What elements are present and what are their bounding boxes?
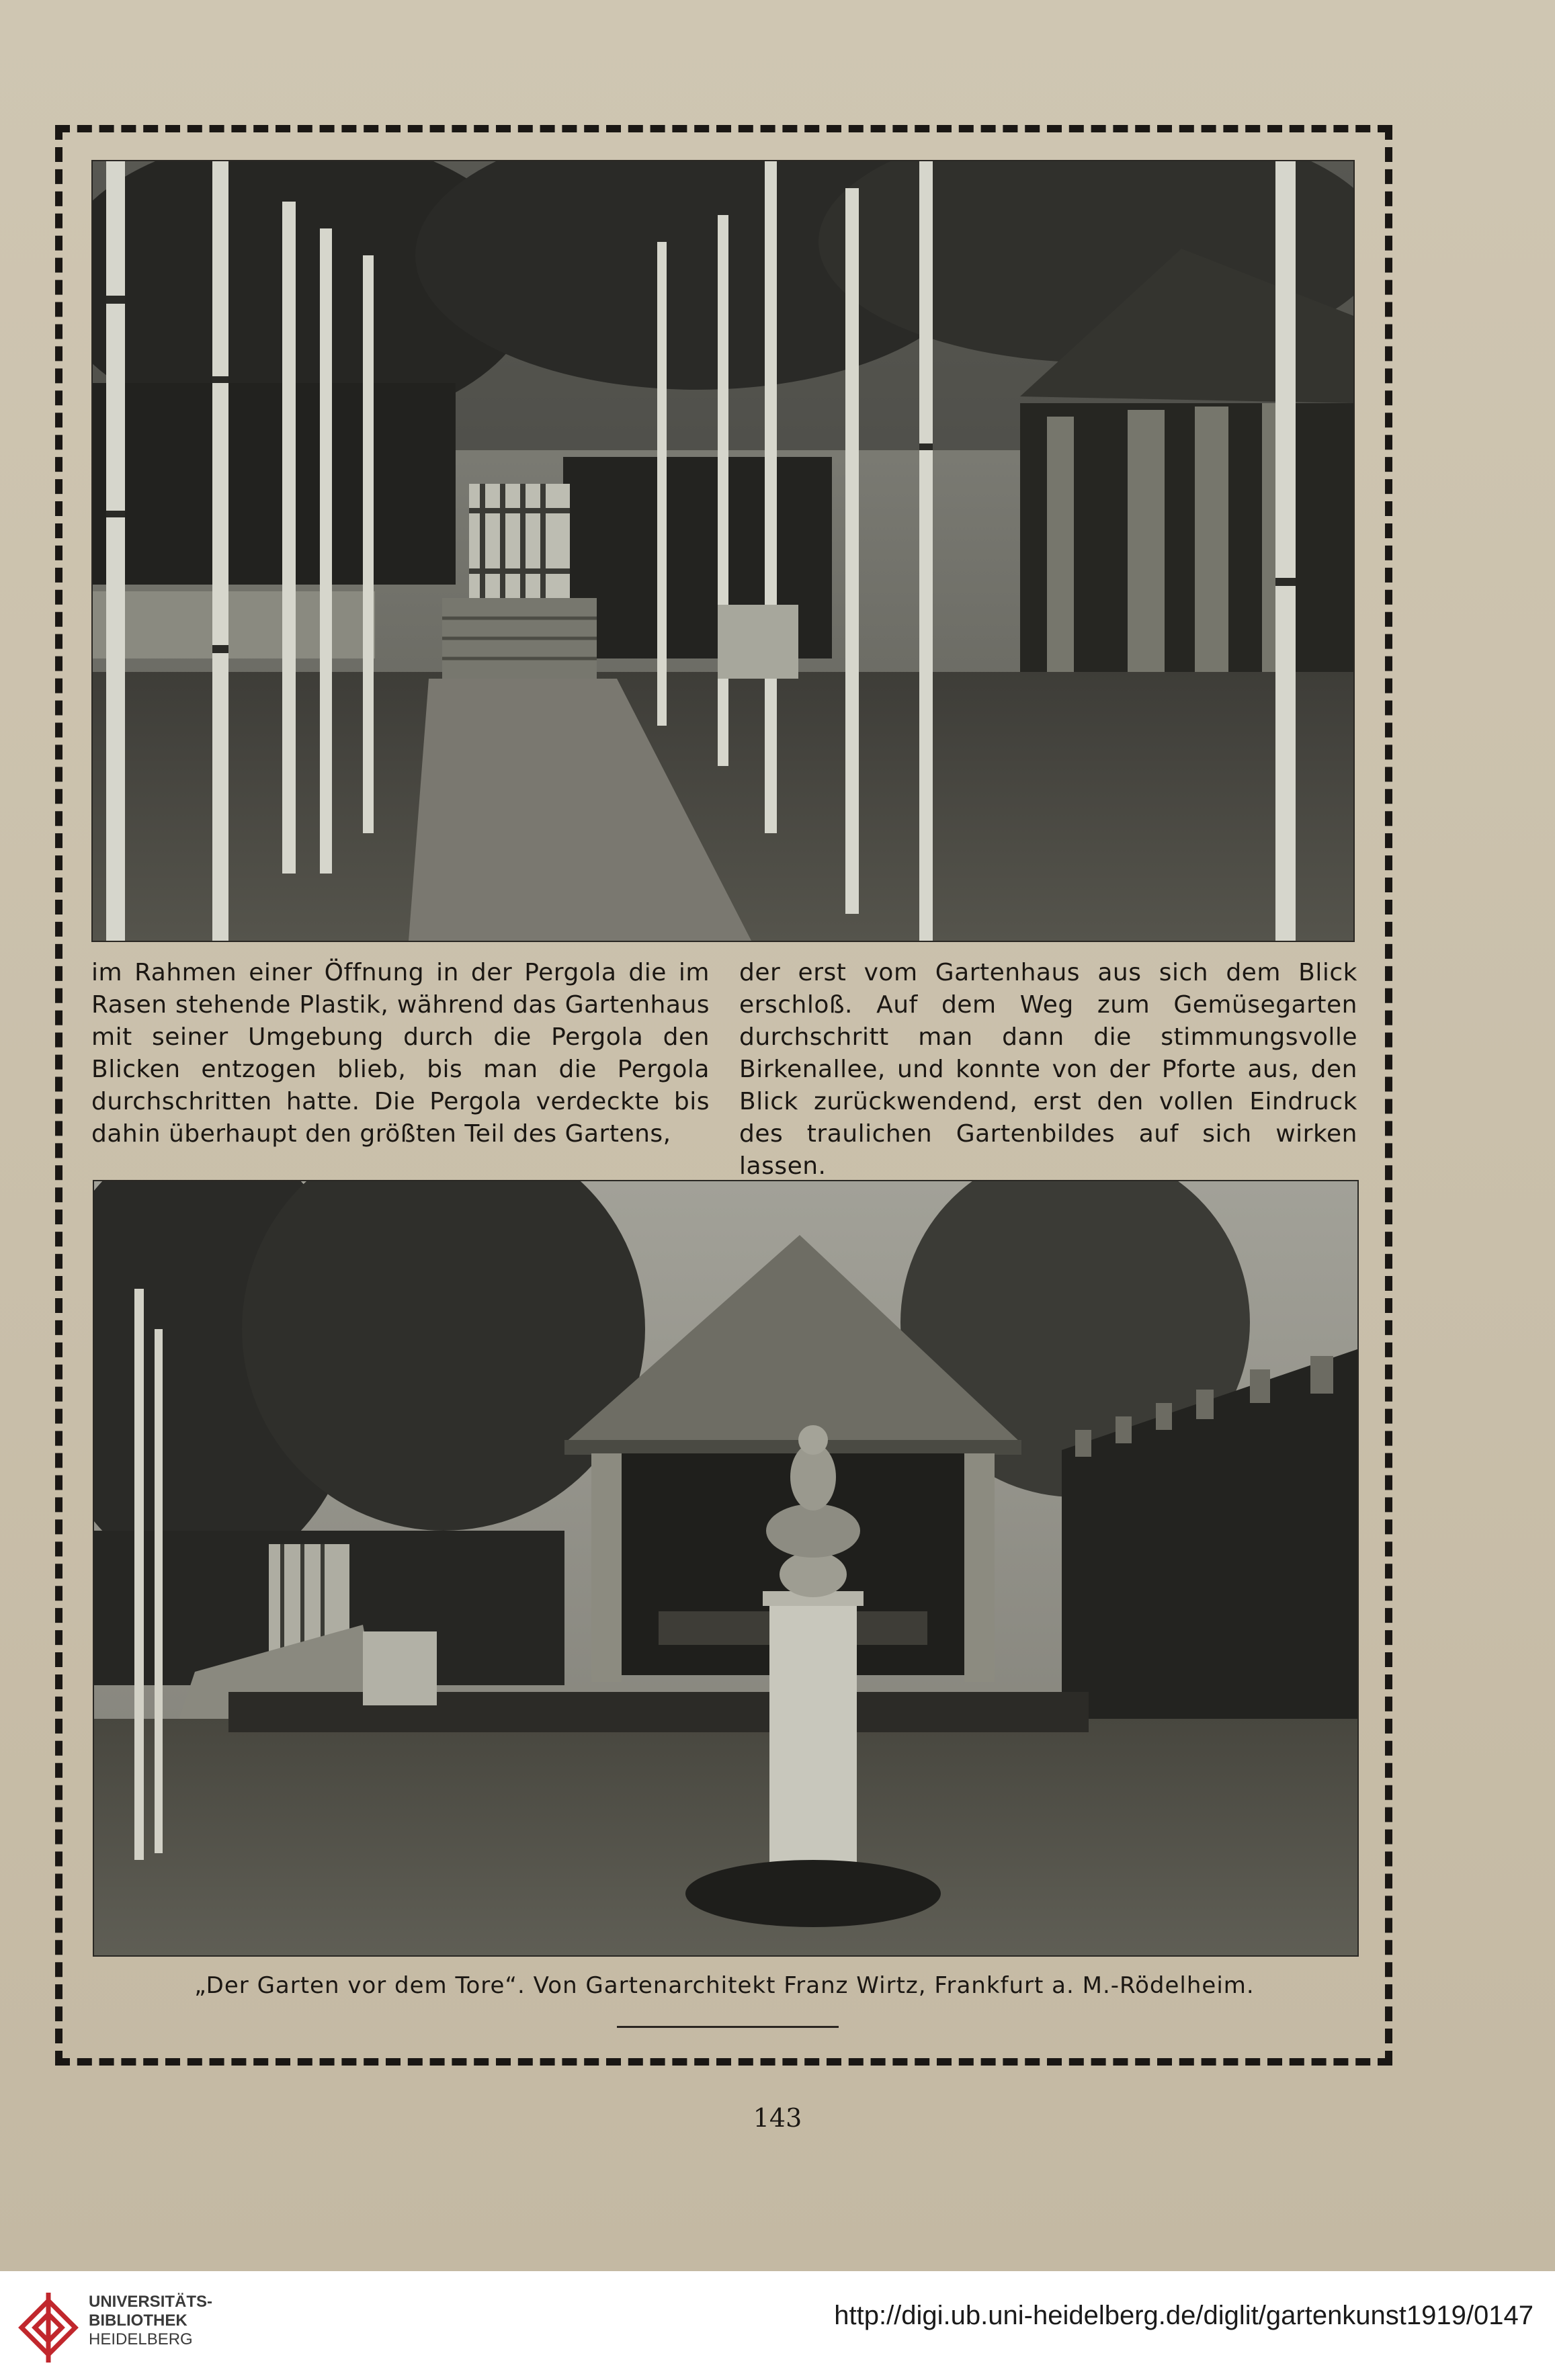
library-name-line1: UNIVERSITÄTS- <box>89 2293 213 2311</box>
text-column-right: der erst vom Gartenhaus aus sich dem Blick erschloß. Auf dem Weg zum Gemüsegarten durchschritt man dann die stimmungsvolle Birkenallee, und konnte von der Pforte aus, den Blick zurückwendend, erst den vollen Eindruck des traulichen Gartenbildes auf sich wirken lassen. <box>739 959 1357 1180</box>
source-url-link[interactable]: http://digi.ub.uni-heidelberg.de/diglit/gartenkunst1919/0147 <box>834 2301 1533 2330</box>
photo-garden-pavilion <box>94 1181 1357 1955</box>
library-footer <box>0 2271 1555 2380</box>
library-name <box>89 2293 212 2349</box>
photo-birch-allee <box>93 161 1353 941</box>
photo-caption: „Der Garten vor dem Tore“. Von Gartenarchitekt Franz Wirtz, Frankfurt a. M.-Rödelheim. <box>194 1972 1255 1999</box>
article-text <box>91 957 1357 1180</box>
text-column-left: im Rahmen einer Öffnung in der Pergola die im Rasen stehende Plastik, während das Gartenhaus mit seiner Umgebung durch die Pergola den Blicken entzogen blieb, bis man die Pergola durchschritten hatte. Die Pergola verdeckte bis dahin überhaupt den größten Teil des Gartens, <box>91 959 710 1148</box>
caption-rule <box>617 2026 839 2028</box>
page-number: 143 <box>753 2103 802 2133</box>
library-name-line3: HEIDELBERG <box>89 2330 193 2348</box>
library-name-line2: BIBLIOTHEK <box>89 2311 187 2330</box>
